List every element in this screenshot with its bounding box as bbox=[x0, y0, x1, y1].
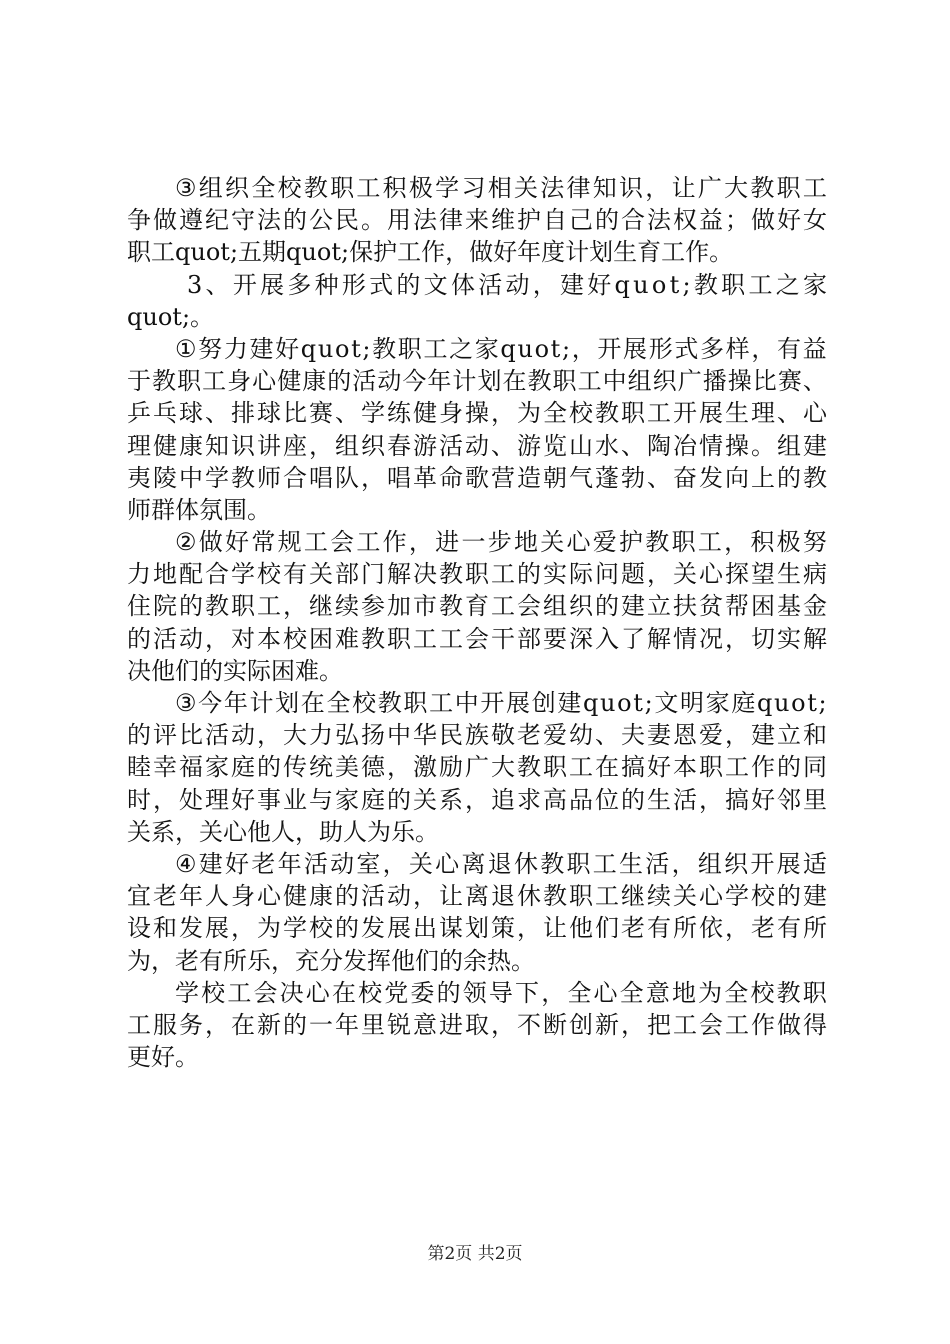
text-line: 夷 陵 中 学 教 师 合 唱 队 ， 唱 革 命 歌 营 造 朝 气 蓬 勃 、 奋 发 向 上 的 教 bbox=[127, 463, 827, 492]
text-line: 乒 乓 球 、 排 球 比 赛 、 学 练 健 身 操 ， 为 全 校 教 职 工 开 展 生 理 、 心 bbox=[127, 399, 827, 428]
text-line: 为 ， 老 有 所 乐 ， 充 分 发 挥 他 们 的 余 热 。 bbox=[127, 946, 535, 975]
text-line: 时 ， 处 理 好 事 业 与 家 庭 的 关 系 ， 追 求 高 品 位 的 生 活 ， 搞 好 邻 里 bbox=[127, 785, 827, 814]
text-line: 住 院 的 教 职 工 ， 继 续 参 加 市 教 育 工 会 组 织 的 建 立 扶 贫 帮 困 基 金 bbox=[127, 592, 827, 621]
text-line: ③ 组 织 全 校 教 职 工 积 极 学 习 相 关 法 律 知 识 ， 让 广 大 教 职 工 bbox=[175, 174, 827, 202]
text-line: 更 好 。 bbox=[127, 1043, 199, 1072]
text-line: 学 校 工 会 决 心 在 校 党 委 的 领 导 下 ， 全 心 全 意 地 为 全 校 教 职 bbox=[175, 978, 827, 1007]
text-line: 3 、 开 展 多 种 形 式 的 文 体 活 动 ， 建 好 q u o t ; 教 职 工 之 家 bbox=[187, 270, 827, 299]
text-line: ③ 今 年 计 划 在 全 校 教 职 工 中 开 展 创 建 q u o t ; 文 明 家 庭 q u o t ; bbox=[175, 689, 827, 717]
text-line: 于 教 职 工 身 心 健 康 的 活 动 今 年 计 划 在 教 职 工 中 组 织 广 播 操 比 赛 、 bbox=[127, 367, 827, 396]
document-body bbox=[127, 172, 827, 1073]
text-line: 宜 老 年 人 身 心 健 康 的 活 动 ， 让 离 退 休 教 职 工 继 续 关 心 学 校 的 建 bbox=[127, 882, 827, 911]
text-line: 师 群 体 氛 围 。 bbox=[127, 495, 271, 524]
text-line: 职 工 q u o t ; 五 期 q u o t ; 保 护 工 作 ， 做 好 年 度 计 划 生 育 工 作 。 bbox=[127, 238, 734, 267]
text-line: ① 努 力 建 好 q u o t ; 教 职 工 之 家 q u o t ; ， 开 展 形 式 多 样 ， 有 益 bbox=[175, 334, 827, 363]
text-line: 力 地 配 合 学 校 有 关 部 门 解 决 教 职 工 的 实 际 问 题 ， 关 心 探 望 生 病 bbox=[127, 560, 827, 589]
text-line: 关 系 ， 关 心 他 人 ， 助 人 为 乐 。 bbox=[127, 817, 439, 846]
text-line: 的 活 动 ， 对 本 校 困 难 教 职 工 工 会 干 部 要 深 入 了 解 情 况 ， 切 实 解 bbox=[127, 624, 827, 653]
text-line: q u o t ; 。 bbox=[127, 302, 215, 331]
text-line: 理 健 康 知 识 讲 座 ， 组 织 春 游 活 动 、 游 览 山 水 、 陶 冶 情 操 。 组 建 bbox=[127, 431, 827, 460]
text-line: ② 做 好 常 规 工 会 工 作 ， 进 一 步 地 关 心 爱 护 教 职 工 ， 积 极 努 bbox=[175, 528, 827, 557]
text-line: 的 评 比 活 动 ， 大 力 弘 扬 中 华 民 族 敬 老 爱 幼 、 夫 妻 恩 爱 ， 建 立 和 bbox=[127, 721, 827, 750]
text-line: 设 和 发 展 ， 为 学 校 的 发 展 出 谋 划 策 ， 让 他 们 老 有 所 依 ， 老 有 所 bbox=[127, 914, 827, 943]
page-number-footer: 第2页 共2页 bbox=[427, 1244, 523, 1264]
text-line: ④ 建 好 老 年 活 动 室 ， 关 心 离 退 休 教 职 工 生 活 ， 组 织 开 展 适 bbox=[175, 849, 827, 878]
text-line: 工 服 务 ， 在 新 的 一 年 里 锐 意 进 取 ， 不 断 创 新 ， 把 工 会 工 作 做 得 bbox=[127, 1010, 827, 1039]
text-line: 决 他 们 的 实 际 困 难 。 bbox=[127, 656, 343, 685]
text-line: 争 做 遵 纪 守 法 的 公 民 。 用 法 律 来 维 护 自 己 的 合 法 权 益 ； 做 好 女 bbox=[127, 206, 827, 235]
text-line: 睦 幸 福 家 庭 的 传 统 美 德 ， 激 励 广 大 教 职 工 在 搞 好 本 职 工 作 的 同 bbox=[127, 753, 827, 782]
